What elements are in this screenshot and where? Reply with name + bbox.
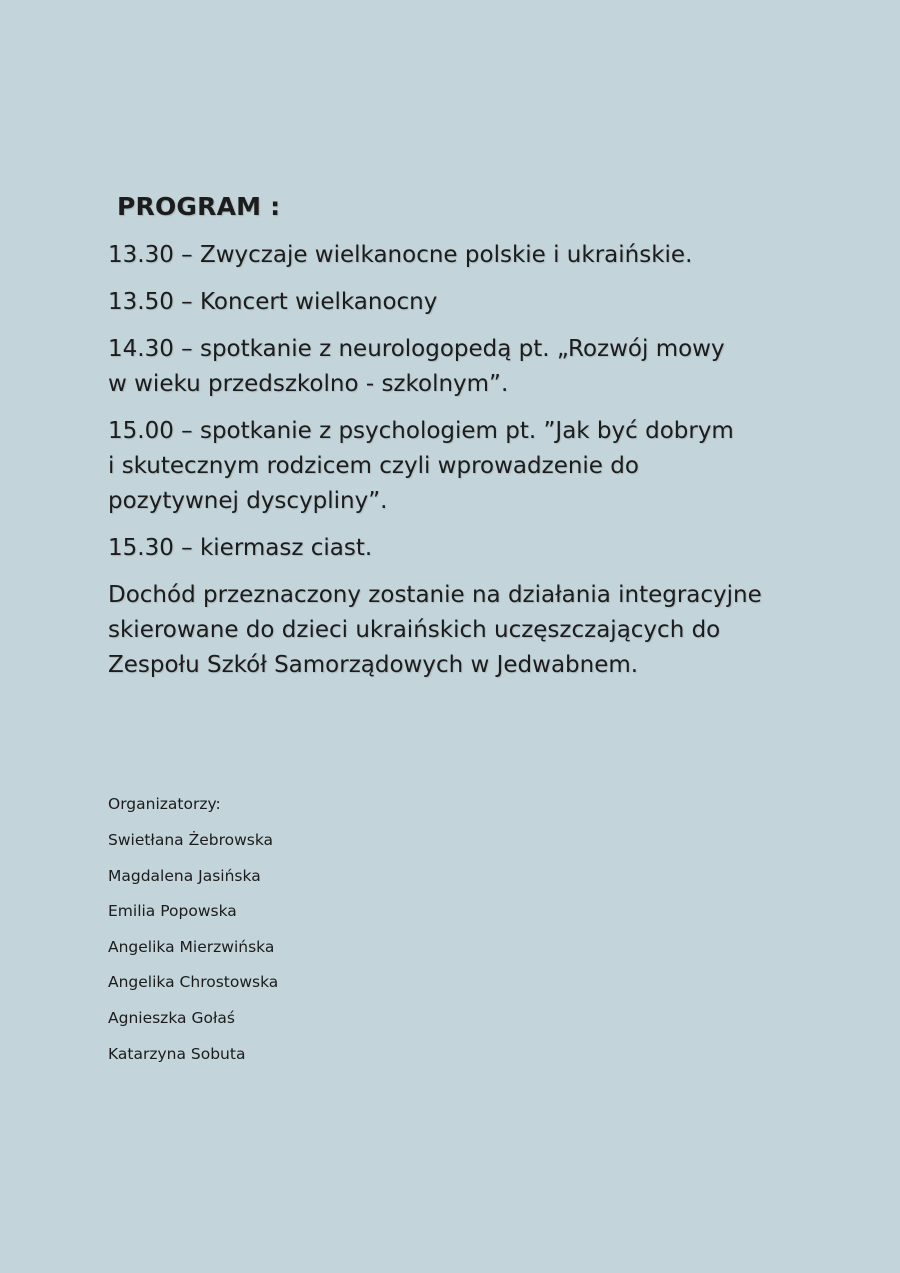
program-item-line: 13.50 – Koncert wielkanocny <box>108 289 438 315</box>
program-item <box>108 332 868 402</box>
organizer-name: Swietłana Żebrowska <box>108 831 274 849</box>
program-item-line: pozytywnej dyscypliny”. <box>108 488 388 514</box>
organizer-name: Angelika Mierzwińska <box>108 937 275 956</box>
program-list <box>108 238 868 695</box>
organizer-name: Agnieszka Gołaś <box>108 1008 235 1027</box>
program-item-line: 13.30 – Zwyczaje wielkanocne polskie i ukraińskie. <box>108 242 693 268</box>
income-note-line: Dochód przeznaczony zostanie na działania integracyjne <box>108 582 762 608</box>
program-item <box>108 238 868 273</box>
organizer-name: Angelika Chrostowska <box>108 973 279 992</box>
program-item <box>108 414 868 519</box>
program-item-line: 15.00 – spotkanie z psychologiem pt. ”Jak być dobrym <box>108 418 734 444</box>
organizer-name: Magdalena Jasińska <box>108 866 261 885</box>
program-item-line: w wieku przedszkolno - szkolnym”. <box>108 371 509 397</box>
organizer-name: Katarzyna Sobuta <box>108 1044 246 1063</box>
program-item-line: 14.30 – spotkanie z neurologopedą pt. „Rozwój mowy <box>108 336 725 362</box>
organizer-name: Emilia Popowska <box>108 902 237 921</box>
organizers-label: Organizatorzy: <box>108 795 221 813</box>
program-item <box>108 285 868 320</box>
income-note-line: Zespołu Szkół Samorządowych w Jedwabnem. <box>108 652 639 678</box>
income-note-line: skierowane do dzieci ukraińskich uczęszczających do <box>108 617 721 643</box>
program-item-line: i skutecznym rodzicem czyli wprowadzenie do <box>108 453 639 479</box>
program-title: PROGRAM : <box>117 192 281 221</box>
program-item-line: 15.30 – kiermasz ciast. <box>108 535 373 561</box>
program-item <box>108 531 868 566</box>
income-note <box>108 578 868 683</box>
organizers-section <box>108 793 278 1078</box>
